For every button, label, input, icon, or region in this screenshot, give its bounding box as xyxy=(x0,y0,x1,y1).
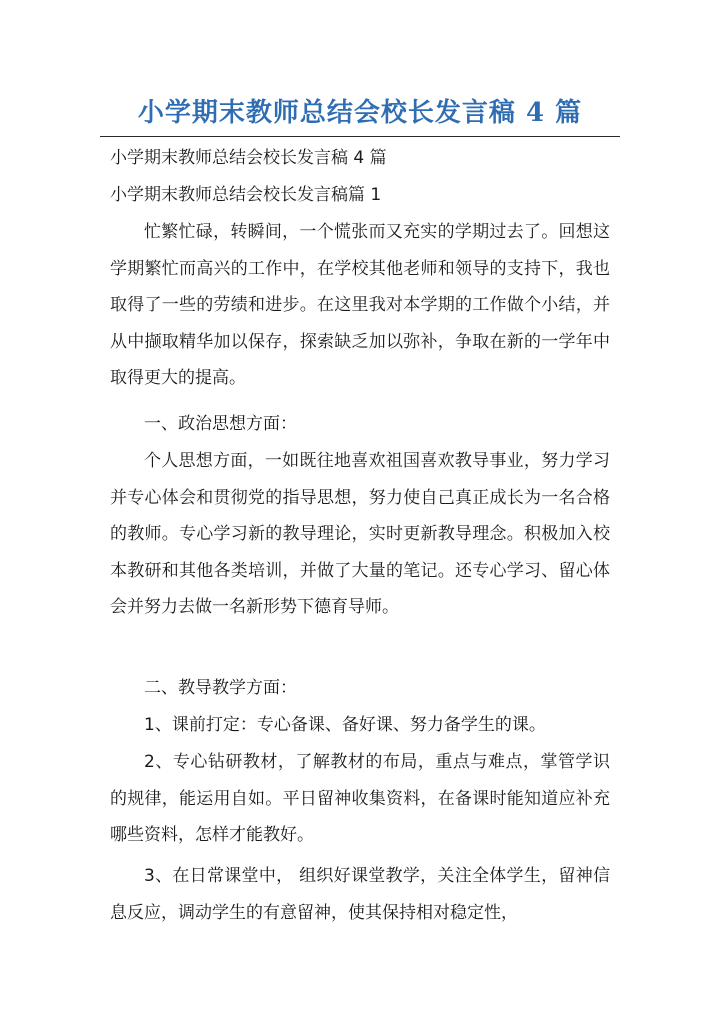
list-item-2: 2、专心钻研教材，了解教材的布局，重点与难点，掌管学识的规律，能运用自如。平日留神收集资料，在备课时能知道应补充哪些资料，怎样才能教好。 xyxy=(110,752,610,846)
title-divider xyxy=(100,136,620,137)
heading-teaching: 二、教导教学方面： xyxy=(144,678,297,698)
document-title: 小学期末教师总结会校长发言稿 4 篇 xyxy=(137,98,583,128)
section-heading: 小学期末教师总结会校长发言稿篇 1 xyxy=(110,185,382,205)
heading-politics: 一、政治思想方面： xyxy=(144,414,297,434)
paragraph-intro: 忙繁忙碌，转瞬间，一个慌张而又充实的学期过去了。回想这学期繁忙而高兴的工作中，在学校其他老师和领导的支持下，我也取得了一些的劳绩和进步。在这里我对本学期的工作做个小结，并从中撷取精华加以保存，探索缺乏加以弥补，争取在新的一学年中取得更大的提高。 xyxy=(110,222,610,389)
paragraph-politics: 个人思想方面，一如既往地喜欢祖国喜欢教导事业，努力学习并专心体会和贯彻党的指导思想，努力使自己真正成长为一名合格的教师。专心学习新的教导理论，实时更新教导理念。积极加入校本教研和其他各类培训，并做了大量的笔记。还专心学习、留心体会并努力去做一名新形势下德育导师。 xyxy=(110,451,610,618)
subtitle-line: 小学期末教师总结会校长发言稿 4 篇 xyxy=(110,148,387,168)
list-item-3: 3、在日常课堂中， 组织好课堂教学，关注全体学生，留神信息反应，调动学生的有意留神，使其保持相对稳定性， xyxy=(110,866,610,923)
list-item-1: 1、课前打定：专心备课、备好课、努力备学生的课。 xyxy=(144,715,546,735)
